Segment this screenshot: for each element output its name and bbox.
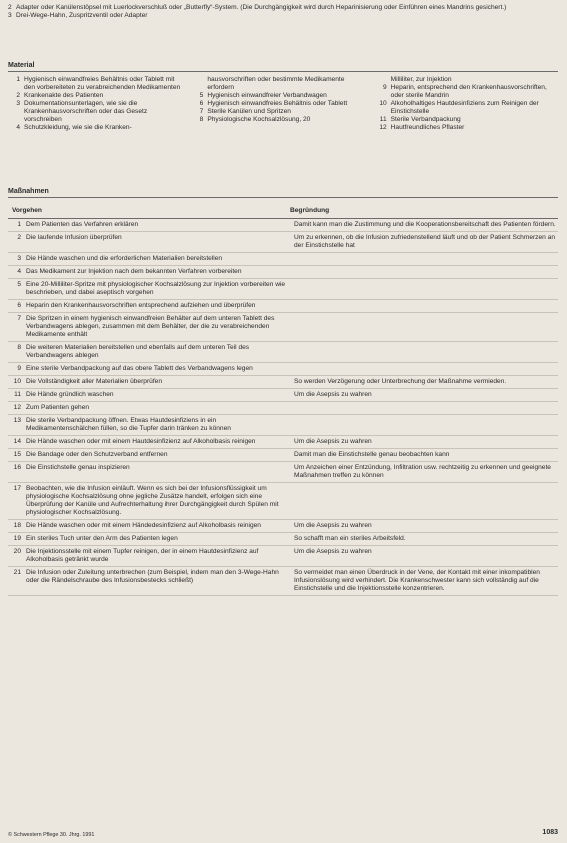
step-number: 12: [13, 404, 21, 411]
material-item: [375, 76, 552, 84]
material-item: [375, 124, 552, 132]
reason-text: [292, 281, 558, 297]
table-row: [8, 232, 558, 253]
step-number: 1: [17, 221, 21, 228]
material-column: [8, 76, 191, 132]
material-item: [191, 108, 368, 116]
step-text: Die Hände waschen und die erforderlichen Materialien bereitstellen: [26, 255, 223, 262]
table-row: [8, 363, 558, 376]
step-text: Zum Patienten gehen: [26, 404, 90, 411]
reason-text: Um die Asepsis zu wahren: [294, 391, 372, 398]
step-text: Dem Patienten das Verfahren erklären: [26, 221, 139, 228]
step-number: 11: [14, 391, 21, 398]
footer-source: © Schwestern Pflege 30. Jhrg. 1991: [8, 832, 95, 838]
page-footer: [8, 829, 558, 838]
step-number: 8: [17, 344, 21, 351]
item-text: Milliliter, zur Injektion: [390, 76, 452, 83]
step-number: 13: [13, 417, 21, 424]
step-number: 6: [17, 302, 21, 309]
material-item: [191, 116, 368, 124]
material-item: [375, 84, 552, 100]
step-number: 4: [17, 268, 21, 275]
item-number: 4: [16, 124, 20, 131]
divider: [8, 197, 558, 198]
step-text: Eine sterile Verbandpackung auf das obere Tablett des Verbandwagens legen: [26, 365, 253, 372]
item-text: Hygienisch einwandfreies Behältnis oder Tablett: [207, 100, 348, 107]
item-number: 8: [199, 116, 204, 123]
item-text: hausvorschriften oder bestimmte Medikamente erfordern: [207, 76, 345, 91]
step-number: 15: [13, 451, 21, 458]
step-number: 9: [17, 365, 21, 372]
step-number: 10: [13, 378, 21, 385]
reason-text: Damit man die Einstichstelle genau beobachten kann: [294, 451, 450, 458]
step-text: Ein steriles Tuch unter den Arm des Patienten legen: [26, 535, 178, 542]
table-row: [8, 300, 558, 313]
step-number: 5: [17, 281, 21, 288]
table-header: [8, 204, 558, 219]
step-text: Die Hände waschen oder mit einem Hautdesinfizienz auf Alkoholbasis reinigen: [26, 438, 256, 445]
step-number: 21: [13, 569, 21, 576]
reason-text: Um die Asepsis zu wahren: [294, 438, 372, 445]
header-procedure: Vorgehen: [12, 207, 42, 214]
reason-text: [292, 268, 558, 276]
step-text: Die Injektionsstelle mit einem Tupfer reinigen, der in einem Hautdesinfizienz auf Alkoholbasis getränkt wurde: [26, 548, 259, 563]
step-number: 19: [13, 535, 21, 542]
item-text: Physiologische Kochsalzlösung, 20: [207, 116, 311, 123]
item-text: Dokumentationsunterlagen, wie sie die Krankenhausvorschriften oder das Gesetz vorschreiben: [24, 100, 148, 123]
item-number: 5: [199, 92, 204, 99]
intro-item: [8, 12, 556, 20]
item-number: 2: [8, 4, 12, 11]
material-item: [191, 100, 368, 108]
table-body: [8, 219, 558, 596]
material-item: [191, 92, 368, 100]
table-row: [8, 266, 558, 279]
item-text: Drei-Wege-Hahn, Zuspritzventil oder Adapter: [16, 12, 148, 19]
material-list: [8, 76, 558, 132]
intro-list: [8, 4, 556, 20]
step-text: Die weiteren Materialien bereitstellen und ebenfalls auf dem unteren Teil des Verbandwagens ablegen: [26, 344, 250, 359]
reason-text: Um die Asepsis zu wahren: [294, 522, 372, 529]
reason-text: [292, 255, 558, 263]
material-item: [8, 76, 185, 92]
material-item: [8, 124, 185, 132]
step-number: 20: [13, 548, 21, 555]
step-text: Die Hände gründlich waschen: [26, 391, 114, 398]
item-number: 6: [199, 100, 204, 107]
material-item: [8, 92, 185, 100]
step-number: 17: [13, 485, 21, 492]
reason-text: Um zu erkennen, ob die Infusion zufriedenstellend läuft und ob der Patient Schmerzen an der Einstichstelle hat: [294, 234, 555, 249]
material-item: [375, 116, 552, 124]
reason-text: Um die Asepsis zu wahren: [294, 548, 372, 555]
table-row: [8, 520, 558, 533]
step-number: 14: [13, 438, 21, 445]
step-text: Die sterile Verbandpackung öffnen. Etwas Hautdesinfiziens in ein Medikamentenschälchen füllen, so die Tupfer darin tränken zu können: [26, 417, 231, 432]
reason-text: So vermeidet man einen Überdruck in der Vene, der Kontakt mit einer inkompatiblen Infusionslösung wird verhindert. Die Krankenschwester kann sich vollständig auf die Einstichstelle und die Injektionsstelle konzentrieren.: [294, 569, 540, 592]
table-row: [8, 402, 558, 415]
item-text: Krankenakte des Patienten: [24, 92, 104, 99]
table-row: [8, 436, 558, 449]
item-number: 2: [16, 92, 20, 99]
item-text: Heparin, entsprechend den Krankenhausvorschriften, oder sterile Mandrin: [390, 84, 547, 99]
table-row: [8, 279, 558, 300]
item-number: 10: [379, 100, 387, 107]
item-text: Hygienisch einwandfreier Verbandwagen: [207, 92, 327, 99]
reason-text: Damit kann man die Zustimmung und die Kooperationsbereitschaft des Patienten fördern.: [294, 221, 556, 228]
material-item: [8, 100, 185, 124]
table-row: [8, 376, 558, 389]
item-text: Hygienisch einwandfreies Behältnis oder Tablett mit den vorbereiteten zu verabreichenden Medikamenten: [24, 76, 181, 91]
reason-text: [292, 344, 558, 360]
measures-title: Maßnahmen: [8, 188, 49, 195]
divider: [8, 71, 558, 72]
table-row: [8, 313, 558, 342]
item-number: 12: [379, 124, 387, 131]
step-number: 3: [17, 255, 21, 262]
step-text: Eine 20-Milliliter-Spritze mit physiologischer Kochsalzlösung zur Injektion vorbereiten wie beschrieben, und dabei aseptisch vorgehen: [26, 281, 286, 296]
step-text: Die laufende Infusion überprüfen: [26, 234, 122, 241]
step-text: Heparin den Krankenhausvorschriften entsprechend aufziehen und überprüfen: [26, 302, 256, 309]
reason-text: So werden Verzögerung oder Unterbrechung der Maßnahme vermieden.: [294, 378, 507, 385]
item-text: Adapter oder Kanülenstöpsel mit Luerlockverschluß oder „Butterfly“-System. (Die Durchgängigkeit wird durch Heparinisierung oder Einführen eines Mandrins gesichert.): [16, 4, 507, 11]
intro-item: [8, 4, 556, 12]
step-number: 7: [17, 315, 21, 322]
step-text: Das Medikament zur Injektion nach dem bekannten Verfahren vorbereiten: [26, 268, 242, 275]
item-number: 9: [382, 84, 387, 91]
reason-text: [292, 417, 558, 433]
table-row: [8, 567, 558, 596]
step-number: 16: [13, 464, 21, 471]
item-number: 7: [199, 108, 204, 115]
table-row: [8, 253, 558, 266]
material-title: Material: [8, 62, 35, 69]
item-text: Schutzkleidung, wie sie die Kranken-: [24, 124, 132, 131]
step-text: Die Hände waschen oder mit einem Händedesinfizienz auf Alkoholbasis reinigen: [26, 522, 261, 529]
step-number: 18: [13, 522, 21, 529]
table-row: [8, 415, 558, 436]
step-number: 2: [17, 234, 21, 241]
step-text: Beobachten, wie die Infusion einläuft. Wenn es sich bei der Infusionsflüssigkeit um physiologische Kochsalzlösung ohne jegliche Zusätze handelt, erfolgen sich eine Überprüfung der Kanüle und Aufrechterhaltung ihrer Durchgängigkeit durch Spülen mit physiologischer Kochsalzlösung.: [26, 485, 279, 516]
reason-text: [292, 302, 558, 310]
table-row: [8, 219, 558, 232]
step-text: Die Spritzen in einem hygienisch einwandfreien Behälter auf dem unteren Tablett des Verbandwagens ablegen, zusammen mit dem Behälter, der die zu verabreichenden Medikamente enthält: [26, 315, 275, 338]
item-text: Alkoholhaltiges Hautdesinfiziens zum Reinigen der Einstichstelle: [390, 100, 539, 115]
step-text: Die Vollständigkeit aller Materialien überprüfen: [26, 378, 162, 385]
step-text: Die Einstichstelle genau inspizieren: [26, 464, 130, 471]
item-number: 3: [8, 12, 12, 19]
item-text: Hautfreundliches Pflaster: [390, 124, 465, 131]
table-row: [8, 483, 558, 520]
table-row: [8, 462, 558, 483]
page-number: 1083: [542, 829, 558, 836]
item-number: 3: [16, 100, 20, 107]
material-column: [375, 76, 558, 132]
item-number: 1: [16, 76, 20, 83]
reason-text: Um Anzeichen einer Entzündung, Infiltration usw. rechtzeitig zu erkennen und geeignete Maßnahmen treffen zu können: [294, 464, 551, 479]
table-row: [8, 533, 558, 546]
reason-text: [292, 315, 558, 339]
header-reason: Begründung: [290, 207, 330, 214]
reason-text: [292, 365, 558, 373]
reason-text: [292, 485, 558, 517]
material-column: [191, 76, 374, 132]
material-item: [191, 76, 368, 92]
reason-text: [292, 404, 558, 412]
table-row: [8, 546, 558, 567]
item-text: Sterile Kanülen und Spritzen: [207, 108, 291, 115]
table-row: [8, 449, 558, 462]
item-number: [375, 76, 391, 84]
step-text: Die Infusion oder Zuleitung unterbrechen (zum Beispiel, indem man den 3-Wege-Hahn oder die Rändelschraube des Infusionsbestecks schließt): [26, 569, 279, 584]
reason-text: So schafft man ein steriles Arbeitsfeld.: [294, 535, 406, 542]
table-row: [8, 389, 558, 402]
step-text: Die Bandage oder den Schutzverband entfernen: [26, 451, 168, 458]
table-row: [8, 342, 558, 363]
item-text: Sterile Verbandpackung: [390, 116, 461, 123]
item-number: 11: [379, 116, 387, 123]
material-item: [375, 100, 552, 116]
item-number: [191, 76, 207, 92]
measures-table: [8, 204, 558, 596]
